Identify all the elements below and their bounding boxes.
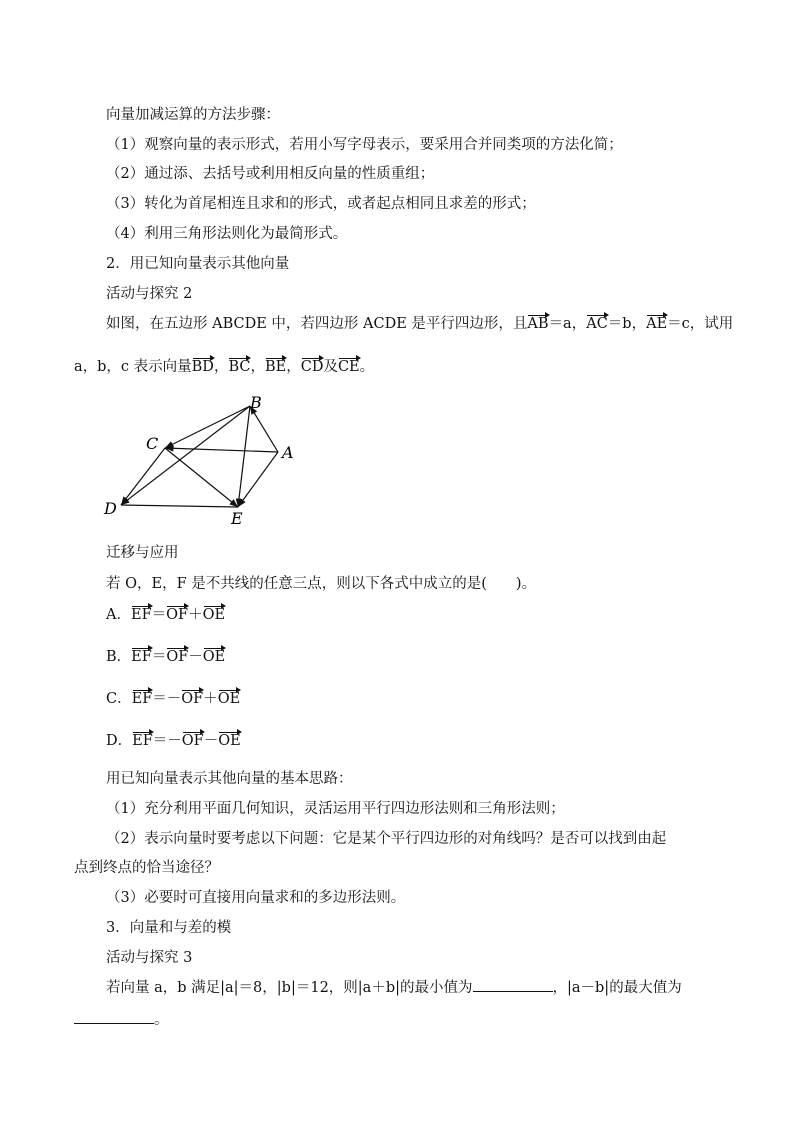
eq-b: ＝b， (607, 316, 647, 332)
option-b (106, 647, 225, 667)
vector-oe: OE (217, 691, 241, 707)
idea-2: （2）表示向量时要考虑以下问题：它是某个平行四边形的对角线吗？是否可以找到由起 (106, 831, 667, 847)
segment-de (121, 505, 238, 507)
step-2: （2）通过添、去括号或利用相反向量的性质重组； (106, 166, 435, 182)
segment-bc (165, 406, 250, 448)
option-letter: C． (106, 691, 132, 707)
vector-ef: EF (131, 649, 152, 665)
problem-2-line-2 (74, 357, 374, 377)
label-b: B (250, 393, 262, 412)
vector-bd: BD (191, 359, 214, 375)
steps-title: 向量加减运算的方法步骤： (106, 107, 280, 123)
answer-blank-1[interactable] (473, 977, 553, 992)
activity-3-heading: 活动与探究 3 (106, 950, 193, 966)
segment-ce (165, 448, 238, 507)
problem-2-text: 如图，在五边形 ABCDE 中，若四边形 ACDE 是平行四边形，且 (106, 316, 528, 332)
segment-ab (250, 406, 278, 452)
and-word: 及 (323, 359, 338, 375)
vector-be: BE (264, 359, 287, 375)
section-3-heading: 3．向量和与差的模 (106, 920, 232, 936)
activity-2-heading: 活动与探究 2 (106, 286, 193, 302)
option-a (106, 605, 225, 625)
sep: ， (250, 359, 265, 375)
vector-ef: EF (132, 733, 153, 749)
label-a: A (282, 443, 294, 462)
operator: ＋ (203, 691, 218, 707)
vector-ef: EF (130, 607, 152, 623)
vector-cd: CD (300, 359, 324, 375)
sep: ， (286, 359, 301, 375)
step-4: （4）利用三角形法则化为最简形式。 (106, 226, 348, 242)
option-letter: B． (106, 649, 132, 665)
option-d (106, 731, 241, 751)
eq-c: ＝c，试用 (667, 316, 734, 332)
pentagon-diagram (95, 388, 305, 528)
problem-2-line-1 (106, 314, 733, 334)
idea-1: （1）充分利用平面几何知识，灵活运用平行四边形法则和三角形法则； (106, 801, 565, 817)
equals: ＝－ (152, 733, 182, 749)
sep: ， (213, 359, 229, 375)
problem-3-mid: ，|a－b|的最大值为 (552, 980, 682, 996)
equals: ＝ (151, 607, 167, 623)
operator: － (188, 649, 203, 665)
problem-3-line-2 (74, 1009, 169, 1030)
segment-bd (121, 406, 250, 505)
vector-of: OF (166, 649, 189, 665)
vector-of: OF (181, 691, 204, 707)
label-d: D (104, 499, 117, 518)
vector-of: OF (166, 607, 189, 623)
idea-title: 用已知向量表示其他向量的基本思路： (106, 771, 353, 787)
vector-oe: OE (218, 733, 241, 749)
label-c: C (146, 434, 159, 453)
idea-2-cont: 点到终点的恰当途径？ (74, 860, 219, 876)
equals: ＝ (151, 649, 167, 665)
problem-2-text-2: a，b，c 表示向量 (74, 359, 192, 375)
problem-3-line-1 (106, 977, 682, 998)
vector-of: OF (181, 733, 204, 749)
label-e: E (231, 509, 243, 528)
period: 。 (359, 359, 375, 375)
option-letter: D． (106, 733, 133, 749)
option-c (106, 689, 240, 709)
idea-3: （3）必要时可直接用向量求和的多边形法则。 (106, 890, 406, 906)
vector-oe: OE (202, 607, 226, 623)
vector-ae: AE (646, 316, 668, 332)
segment-be (238, 406, 250, 507)
vector-ab: AB (527, 316, 549, 332)
problem-3-text: 若向量 a，b 满足|a|＝8，|b|＝12，则|a＋b|的最小值为 (106, 980, 473, 996)
step-1: （1）观察向量的表示形式，若用小写字母表示，要采用合并同类项的方法化简； (106, 137, 623, 153)
answer-blank-2[interactable] (74, 1009, 154, 1024)
section-2-heading: 2．用已知向量表示其他向量 (106, 256, 290, 272)
equals: ＝－ (152, 691, 182, 707)
vector-ef: EF (131, 691, 153, 707)
vector-ac: AC (586, 316, 608, 332)
question: 若 O，E，F 是不共线的任意三点，则以下各式中成立的是( )。 (106, 576, 537, 592)
operator: ＋ (188, 607, 203, 623)
vector-bc: BC (228, 359, 251, 375)
problem-3-end: 。 (154, 1012, 169, 1028)
operator: － (203, 733, 219, 749)
option-letter: A． (106, 607, 131, 623)
eq-a: ＝a， (548, 316, 587, 332)
step-3: （3）转化为首尾相连且求和的形式，或者起点相同且求差的形式； (106, 196, 536, 212)
transfer-heading: 迁移与应用 (106, 545, 179, 561)
vector-oe: OE (202, 649, 226, 665)
segment-ac (165, 448, 278, 452)
vector-ce: CE (337, 359, 360, 375)
